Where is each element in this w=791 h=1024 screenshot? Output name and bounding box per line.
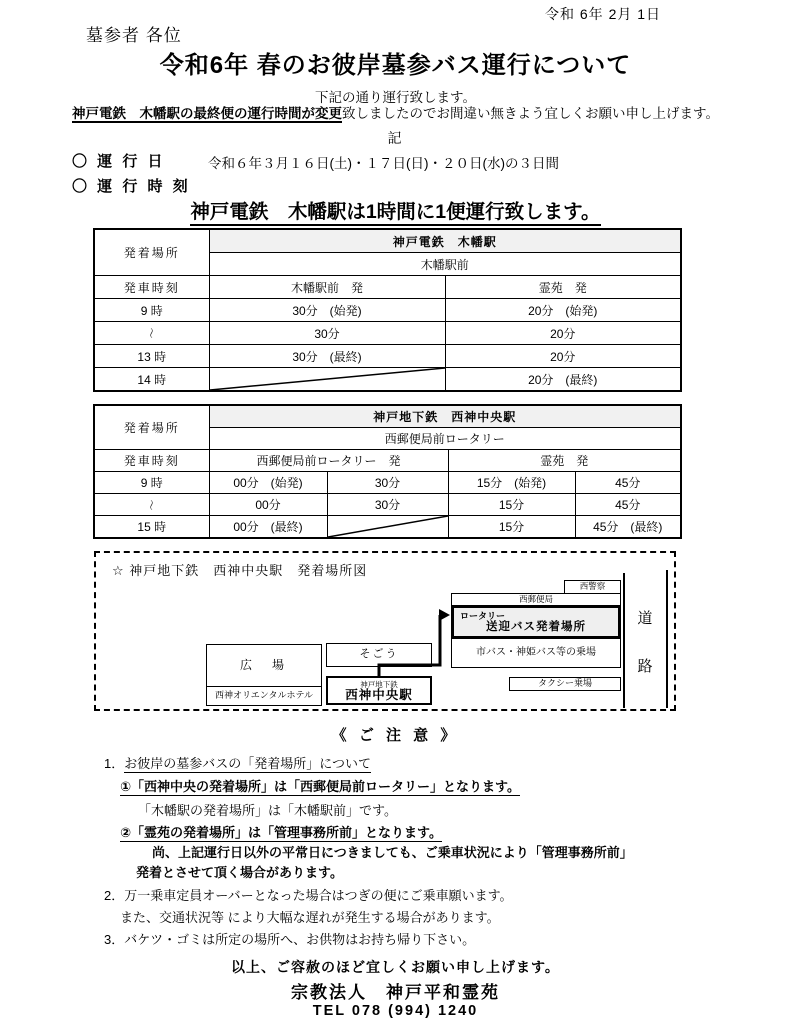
table-row: [94, 494, 681, 516]
minute-cell: 20分: [445, 345, 681, 368]
no-service-cell: [327, 516, 448, 539]
phone-number: TEL 078 (994) 1240: [312, 1003, 479, 1019]
notice-line-6: 発着とさせて頂く場合があります。: [136, 865, 343, 880]
notice-line-8: また、交通状況等 により大幅な遅れが発生する場合があります。: [120, 910, 500, 925]
minute-cell: 30分: [209, 322, 445, 345]
column-header-cell: 霊苑 発: [448, 450, 681, 472]
table-row: [94, 405, 681, 428]
hour-cell: 15 時: [94, 516, 209, 539]
map-box-sogo: そごう: [326, 643, 432, 667]
table-row: [94, 345, 681, 368]
place-label-cell: 発着場所: [94, 229, 209, 276]
hotel-label: 西神オリエンタルホテル: [207, 686, 321, 704]
road-edge-line: [623, 573, 625, 708]
map-box-city-bus: 市バス・神姫バス等の乗場: [451, 638, 621, 668]
subway-line-label: 神戸地下鉄: [360, 680, 398, 689]
minute-cell: 00分 (始発): [209, 472, 327, 494]
minute-cell: 30分 (最終): [209, 345, 445, 368]
minute-cell: 00分 (最終): [209, 516, 327, 539]
table-row: [94, 516, 681, 539]
minute-cell: 20分 (最終): [445, 368, 681, 392]
table-row: [94, 322, 681, 345]
map-box-post-office: 西郵便局: [451, 593, 621, 606]
minute-cell: 30分: [327, 494, 448, 516]
place-label-cell: 発着場所: [94, 405, 209, 450]
plaza-label: 広 場: [239, 658, 288, 672]
minute-cell: 20分 (始発): [445, 299, 681, 322]
hour-cell: 13 時: [94, 345, 209, 368]
operation-time-label: 〇 運 行 時 刻: [72, 178, 191, 195]
notice-line-2: ①「西神中央の発着場所」は「西郵便局前ロータリー」となります。: [120, 779, 520, 794]
operation-date-value: 令和６年３月１６日(土)・１７日(日)・２０日(水)の３日間: [208, 156, 559, 171]
shuttle-bus-stop-label: 送迎バス発着場所: [486, 621, 586, 633]
notice-line-3: 「木幡駅の発着場所」は「木幡駅前」です。: [138, 803, 397, 818]
timetable-seishin-chuo: [93, 404, 682, 539]
minute-cell: 45分 (最終): [575, 516, 681, 539]
table-row: [94, 368, 681, 392]
hour-cell: 14 時: [94, 368, 209, 392]
page-title: 令和6年 春のお彼岸墓参バス運行について: [159, 52, 632, 79]
intro-rest: 致しましたのでお間違い無きよう宜しくお願い申し上げます。: [342, 106, 719, 121]
stop-header-cell: 木幡駅前: [209, 253, 681, 276]
time-label-cell: 発車時刻: [94, 276, 209, 299]
service-headline: 神戸電鉄 木幡駅は1時間に1便運行致します。: [0, 196, 791, 224]
range-tilde: 〜: [144, 327, 157, 339]
notice-line-7: 2．万一乗車定員オーバーとなった場合はつぎの便にご乗車願います。: [104, 888, 513, 903]
table-row: [94, 450, 681, 472]
hour-cell: 9 時: [94, 299, 209, 322]
map-box-taxi: タクシー乗場: [509, 677, 621, 691]
notice-heading: 《 ご 注 意 》: [331, 727, 460, 744]
table-row: [94, 472, 681, 494]
salutation: 墓参者 各位: [86, 26, 182, 45]
operation-date-label: 〇 運 行 日: [72, 153, 166, 170]
intro-line-1: 下記の通り運行致します。: [315, 90, 476, 105]
station-header-cell: 神戸電鉄 木幡駅: [209, 229, 681, 253]
table-row: [94, 229, 681, 253]
minute-cell: 45分: [575, 494, 681, 516]
notice-line-9: 3．バケツ・ゴミは所定の場所へ、お供物はお持ち帰り下さい。: [104, 932, 476, 947]
minute-cell: 30分: [327, 472, 448, 494]
table-row: [94, 276, 681, 299]
map-box-police: 西警察: [564, 580, 621, 594]
minute-cell: 00分: [209, 494, 327, 516]
organization-name: 宗教法人 神戸平和霊苑: [291, 983, 500, 1002]
column-header-cell: 霊苑 発: [445, 276, 681, 299]
road-label-top: 道: [637, 610, 653, 627]
closing-line: 以上、ご容赦のほど宜しくお願い申し上げます。: [231, 959, 560, 975]
stop-header-cell: 西郵便局前ロータリー: [209, 428, 681, 450]
no-service-cell: [209, 368, 445, 392]
table-row: [94, 299, 681, 322]
map-title: ☆ 神戸地下鉄 西神中央駅 発着場所図: [112, 563, 368, 578]
minute-cell: 15分: [448, 494, 575, 516]
minute-cell: 20分: [445, 322, 681, 345]
minute-cell: 15分: [448, 516, 575, 539]
hour-cell: [94, 494, 209, 516]
road-edge-line: [666, 570, 668, 708]
rotary-label: ロータリー: [460, 611, 506, 621]
station-area-map: [94, 551, 676, 711]
document-date: 令和 6年 2月 1日: [545, 6, 662, 22]
record-mark: 記: [387, 130, 404, 146]
intro-line-2: [0, 102, 791, 122]
time-label-cell: 発車時刻: [94, 450, 209, 472]
map-box-plaza-hotel: [206, 644, 322, 706]
minute-cell: 45分: [575, 472, 681, 494]
notice-line-1: 1．お彼岸の墓参バスの「発着場所」について: [104, 756, 371, 771]
map-box-rotary-bus-stop: [451, 605, 621, 639]
map-box-station: [326, 676, 432, 705]
station-header-cell: 神戸地下鉄 西神中央駅: [209, 405, 681, 428]
road-label-bottom: 路: [637, 658, 653, 675]
column-header-cell: 西郵便局前ロータリー 発: [209, 450, 448, 472]
hour-cell: [94, 322, 209, 345]
range-tilde: 〜: [144, 499, 157, 510]
column-header-cell: 木幡駅前 発: [209, 276, 445, 299]
notice-line-4: ②「霊苑の発着場所」は「管理事務所前」となります。: [120, 825, 442, 840]
minute-cell: 30分 (始発): [209, 299, 445, 322]
timetable-kihata: [93, 228, 682, 392]
hour-cell: 9 時: [94, 472, 209, 494]
station-name-label: 西神中央駅: [345, 688, 413, 702]
minute-cell: 15分 (始発): [448, 472, 575, 494]
notice-line-5: 尚、上記運行日以外の平常日につきましても、ご乗車状況により「管理事務所前」: [152, 845, 633, 860]
intro-emphasis: 神戸電鉄 木幡駅の最終便の運行時間が変更: [72, 106, 343, 121]
